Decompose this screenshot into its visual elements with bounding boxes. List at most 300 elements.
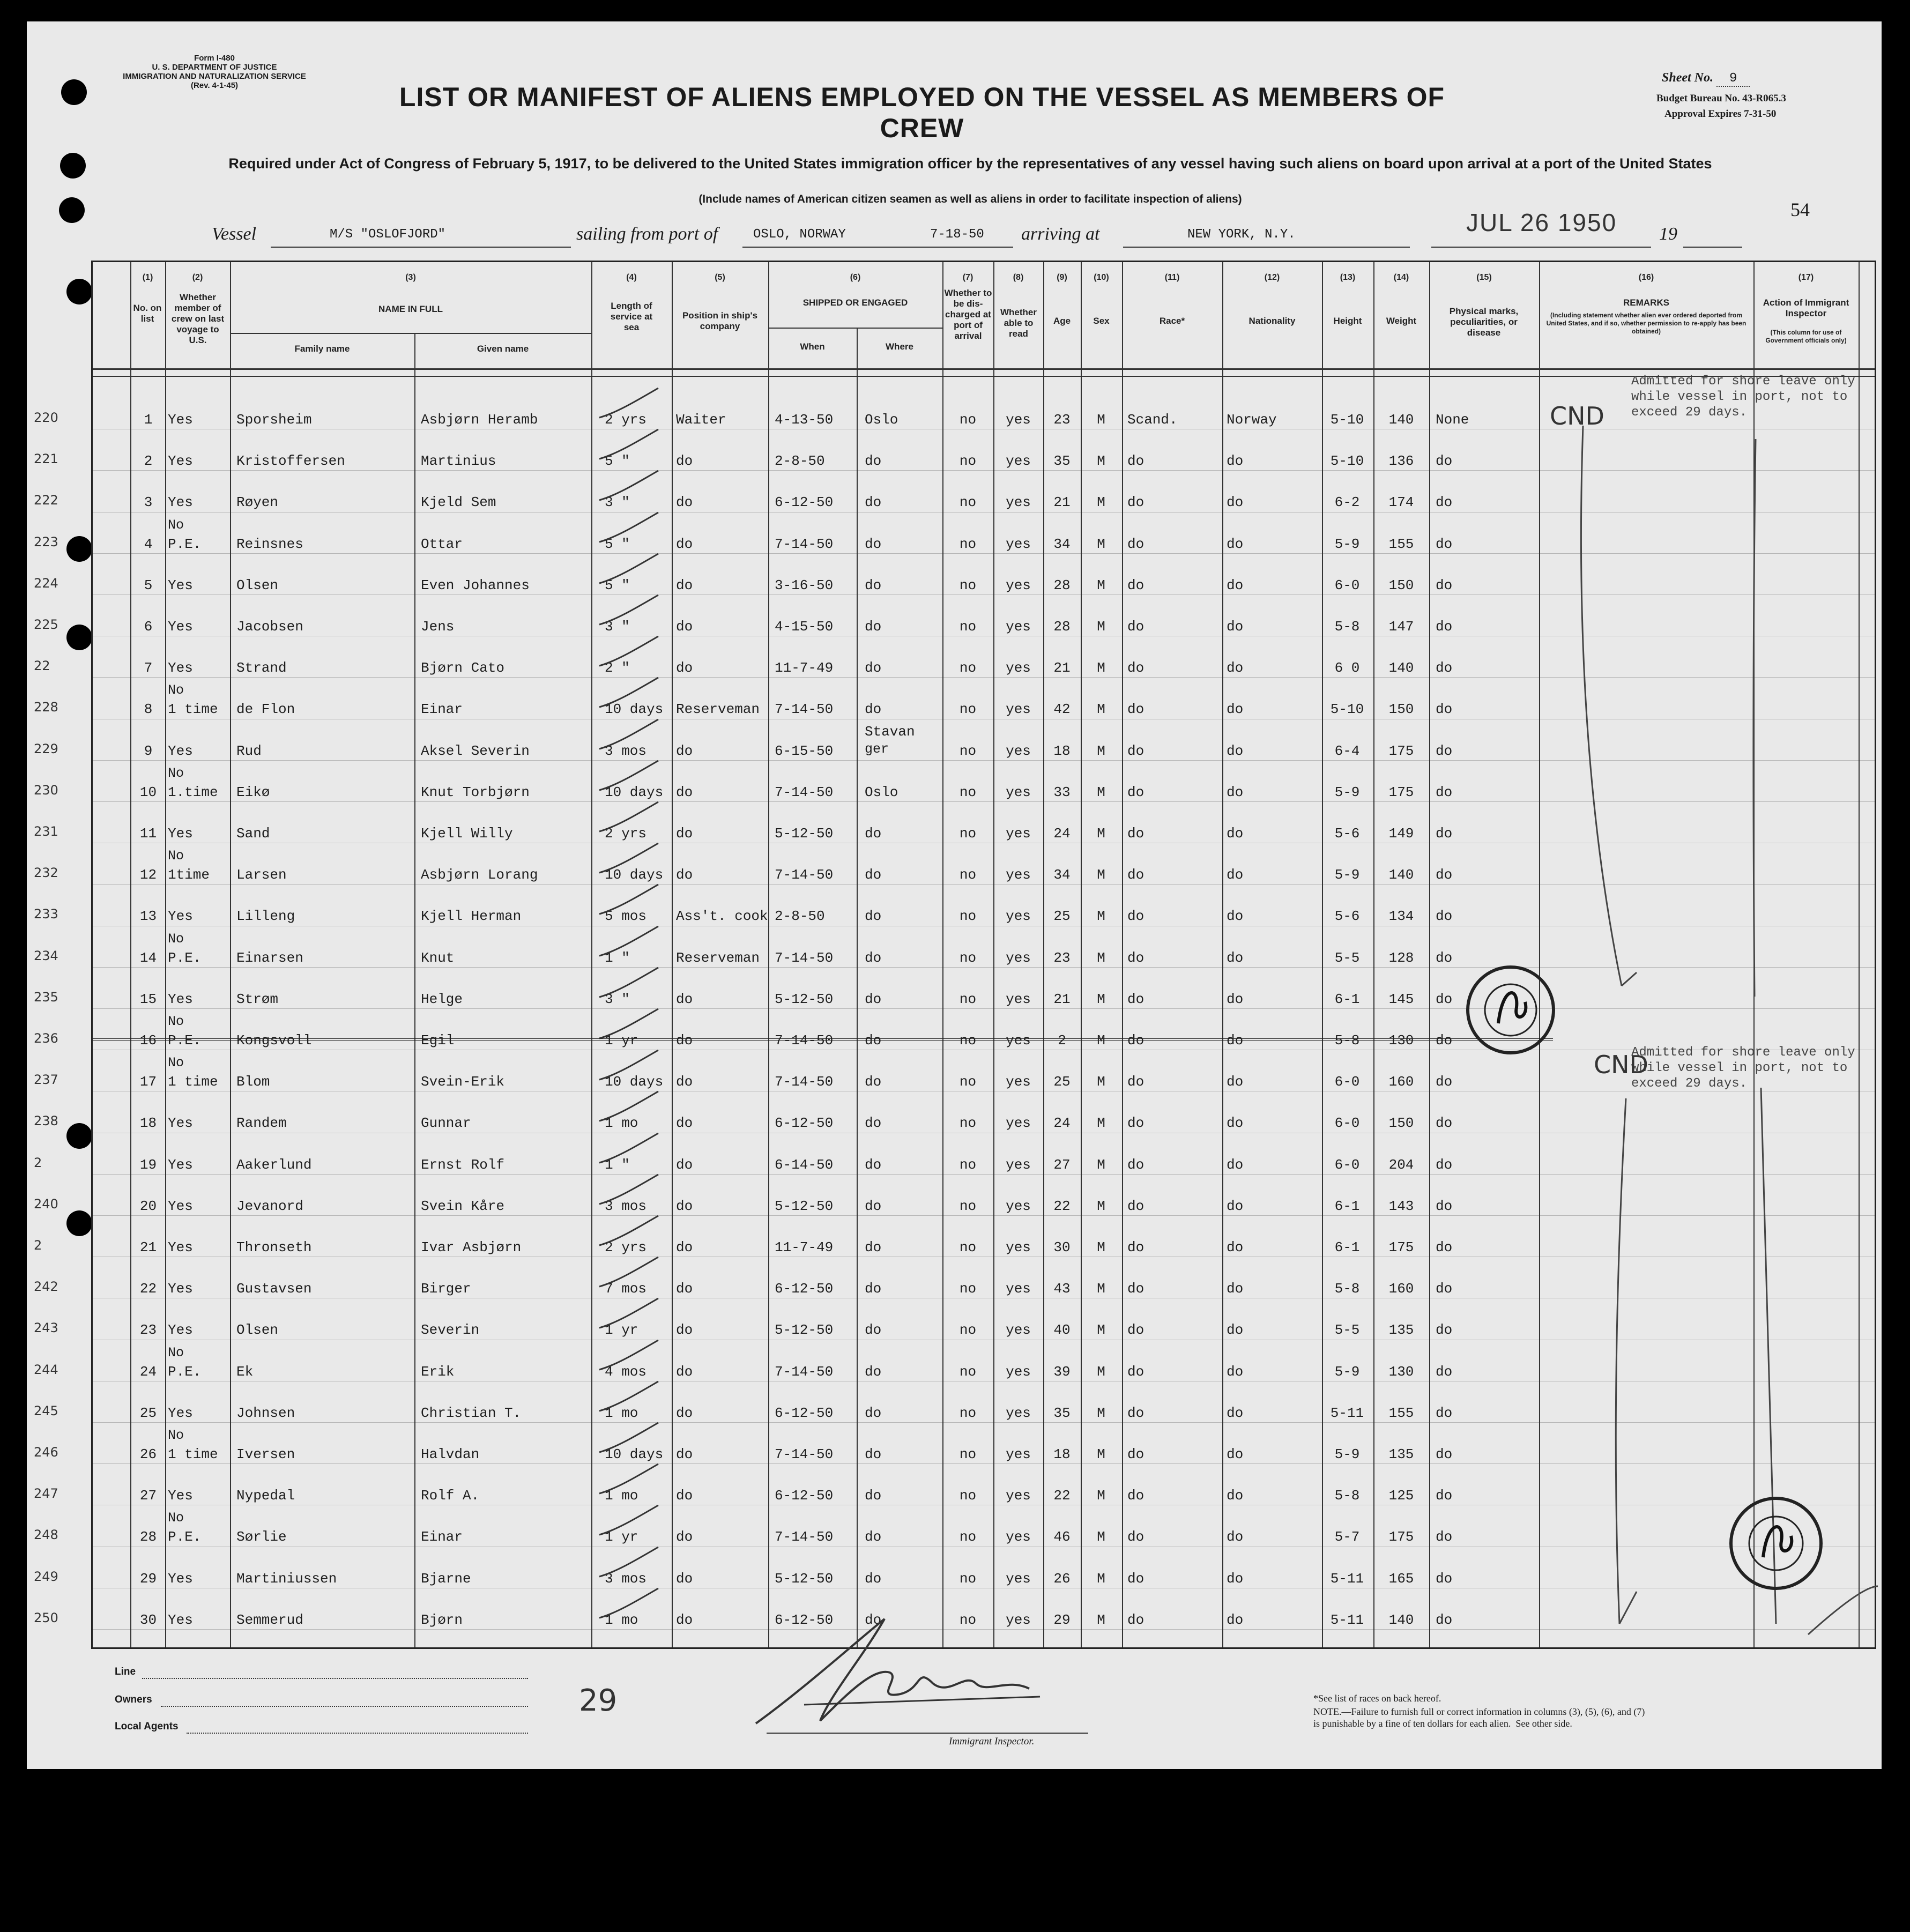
ref-number: 246 <box>34 1445 58 1460</box>
position: do <box>676 826 693 842</box>
shipped-where: do <box>865 660 882 677</box>
able-to-read: yes <box>1006 536 1031 552</box>
physical-marks: do <box>1436 1611 1453 1628</box>
ref-number: 242 <box>34 1279 58 1295</box>
sex: M <box>1097 1611 1105 1628</box>
consular-stamp <box>1728 1495 1824 1592</box>
length-of-service: 1 yr <box>605 1322 638 1339</box>
sex: M <box>1097 1405 1105 1421</box>
length-of-service: 1 mo <box>605 1405 638 1421</box>
physical-marks: do <box>1436 701 1453 718</box>
given-name: Knut <box>421 949 455 966</box>
previous-voyage: P.E. <box>168 949 202 966</box>
given-name: Birger <box>421 1281 471 1297</box>
given-name: Jens <box>421 619 455 635</box>
weight: 175 <box>1388 1529 1414 1545</box>
race: do <box>1127 1281 1144 1297</box>
shipped-where: do <box>865 1405 882 1421</box>
race: do <box>1127 784 1144 800</box>
sex: M <box>1097 1363 1105 1380</box>
shipped-where: do <box>865 453 882 470</box>
shipped-where: do <box>865 1074 882 1090</box>
shipped-when: 6-12-50 <box>775 1405 834 1421</box>
arriving-port: NEW YORK, N.Y. <box>1187 227 1296 242</box>
length-of-service: 5 mos <box>605 908 647 925</box>
age: 18 <box>1053 1446 1071 1462</box>
header-discharged: Whether to be dis-charged at port of arrival <box>944 288 992 341</box>
punch-hole <box>66 625 92 650</box>
family-name: Nypedal <box>236 1488 295 1504</box>
previous-voyage-no: No <box>168 517 184 533</box>
shipped-when: 7-14-50 <box>775 867 834 883</box>
sex: M <box>1097 536 1105 552</box>
row-number: 27 <box>139 1488 157 1504</box>
family-name: Sporsheim <box>236 412 312 428</box>
inspector-label: Immigrant Inspector. <box>949 1736 1035 1747</box>
able-to-read: yes <box>1006 1488 1031 1504</box>
shipped-where-cont: ger <box>865 741 889 757</box>
age: 28 <box>1053 619 1071 635</box>
height: 5-9 <box>1334 1446 1360 1462</box>
shipped-when: 7-14-50 <box>775 1529 834 1545</box>
length-of-service: 10 days <box>605 867 664 883</box>
row-number: 4 <box>144 536 153 552</box>
weight: 135 <box>1388 1322 1414 1339</box>
sex: M <box>1097 1198 1105 1214</box>
able-to-read: yes <box>1006 577 1031 593</box>
ref-number: 237 <box>34 1072 58 1088</box>
previous-voyage: Yes <box>168 1198 193 1214</box>
race: do <box>1127 991 1144 1007</box>
race: do <box>1127 949 1144 966</box>
shipped-where: do <box>865 1363 882 1380</box>
shipped-where: do <box>865 494 882 511</box>
family-name: Jevanord <box>236 1198 303 1214</box>
age: 21 <box>1053 660 1071 677</box>
family-name: Jacobsen <box>236 619 303 635</box>
given-name: Ivar Asbjørn <box>421 1239 522 1255</box>
header-given-name: Given name <box>477 344 529 354</box>
position: do <box>676 1363 693 1380</box>
previous-voyage: Yes <box>168 1405 193 1421</box>
position: do <box>676 867 693 883</box>
position: do <box>676 1570 693 1587</box>
previous-voyage: Yes <box>168 908 193 925</box>
header-where: Where <box>886 341 913 352</box>
header-action-note: (This column for use of Government officials only) <box>1765 329 1847 344</box>
ref-number: 236 <box>34 1031 58 1046</box>
weight: 155 <box>1388 536 1414 552</box>
row-number: 9 <box>144 742 153 759</box>
shipped-when: 7-14-50 <box>775 1032 834 1049</box>
given-name: Bjarne <box>421 1570 471 1587</box>
nationality: do <box>1227 1446 1244 1462</box>
to-be-discharged: no <box>959 1322 977 1339</box>
to-be-discharged: no <box>959 1446 977 1462</box>
to-be-discharged: no <box>959 949 977 966</box>
budget-bureau: Budget Bureau No. 43-R065.3 <box>1656 93 1786 104</box>
sex: M <box>1097 867 1105 883</box>
previous-voyage: Yes <box>168 1239 193 1255</box>
nationality: do <box>1227 1198 1244 1214</box>
nationality: Norway <box>1227 412 1277 428</box>
length-of-service: 1 yr <box>605 1032 638 1049</box>
height: 6-1 <box>1334 1239 1360 1255</box>
previous-voyage: P.E. <box>168 1529 202 1545</box>
row-number: 18 <box>139 1115 157 1132</box>
family-name: Ek <box>236 1363 254 1380</box>
previous-voyage-no: No <box>168 1014 184 1029</box>
position: do <box>676 1239 693 1255</box>
previous-voyage: Yes <box>168 1115 193 1132</box>
ref-number: 231 <box>34 824 58 839</box>
height: 5-9 <box>1334 867 1360 883</box>
weight: 150 <box>1388 1115 1414 1132</box>
race: do <box>1127 908 1144 925</box>
height: 6-0 <box>1334 577 1360 593</box>
able-to-read: yes <box>1006 1529 1031 1545</box>
weight: 145 <box>1388 991 1414 1007</box>
row-number: 11 <box>139 826 157 842</box>
age: 46 <box>1053 1529 1071 1545</box>
given-name: Kjell Herman <box>421 908 522 925</box>
able-to-read: yes <box>1006 784 1031 800</box>
race: do <box>1127 1156 1144 1173</box>
position: Waiter <box>676 412 726 428</box>
shipped-when: 7-14-50 <box>775 949 834 966</box>
row-number: 19 <box>139 1156 157 1173</box>
nationality: do <box>1227 867 1244 883</box>
previous-voyage-no: No <box>168 1344 184 1361</box>
race: do <box>1127 577 1144 593</box>
age: 18 <box>1053 742 1071 759</box>
physical-marks: do <box>1436 536 1453 552</box>
weight: 150 <box>1388 701 1414 718</box>
weight: 140 <box>1388 867 1414 883</box>
physical-marks: do <box>1436 1363 1453 1380</box>
physical-marks: do <box>1436 742 1453 759</box>
able-to-read: yes <box>1006 1239 1031 1255</box>
nationality: do <box>1227 1156 1244 1173</box>
nationality: do <box>1227 784 1244 800</box>
race: do <box>1127 619 1144 635</box>
shipped-when: 6-12-50 <box>775 1611 834 1628</box>
weight: 135 <box>1388 1446 1414 1462</box>
position: do <box>676 1611 693 1628</box>
physical-marks: do <box>1436 1570 1453 1587</box>
height: 5-8 <box>1334 1488 1360 1504</box>
given-name: Svein Kåre <box>421 1198 505 1214</box>
nationality: do <box>1227 826 1244 842</box>
length-of-service: 1 " <box>605 949 630 966</box>
family-name: Johnsen <box>236 1405 295 1421</box>
nationality: do <box>1227 908 1244 925</box>
nationality: do <box>1227 494 1244 511</box>
weight: 147 <box>1388 619 1414 635</box>
shipped-when: 5-12-50 <box>775 1198 834 1214</box>
age: 39 <box>1053 1363 1071 1380</box>
given-name: Helge <box>421 991 463 1007</box>
previous-voyage: Yes <box>168 826 193 842</box>
previous-voyage-no: No <box>168 931 184 947</box>
length-of-service: 10 days <box>605 701 664 718</box>
height: 5-6 <box>1334 908 1360 925</box>
physical-marks: do <box>1436 867 1453 883</box>
shipped-where: do <box>865 619 882 635</box>
ref-number: 247 <box>34 1486 58 1502</box>
able-to-read: yes <box>1006 1156 1031 1173</box>
length-of-service: 2 yrs <box>605 1239 647 1255</box>
height: 6-0 <box>1334 1074 1360 1090</box>
weight: 175 <box>1388 1239 1414 1255</box>
height: 5-8 <box>1334 1032 1360 1049</box>
able-to-read: yes <box>1006 949 1031 966</box>
sailing-label: sailing from port of <box>576 224 718 244</box>
given-name: Gunnar <box>421 1115 471 1132</box>
col-num: (17) <box>1798 273 1814 282</box>
length-of-service: 3 mos <box>605 1570 647 1587</box>
able-to-read: yes <box>1006 1074 1031 1090</box>
sex: M <box>1097 1239 1105 1255</box>
shipped-where: do <box>865 1570 882 1587</box>
race: do <box>1127 1570 1144 1587</box>
weight: 175 <box>1388 742 1414 759</box>
shipped-where: Oslo <box>865 412 898 428</box>
family-name: Iversen <box>236 1446 295 1462</box>
col-num: (11) <box>1164 273 1180 282</box>
height: 6-2 <box>1334 494 1360 511</box>
height: 6-0 <box>1334 1115 1360 1132</box>
row-number: 14 <box>139 949 157 966</box>
nationality: do <box>1227 453 1244 470</box>
race: do <box>1127 701 1144 718</box>
position: do <box>676 453 693 470</box>
age: 34 <box>1053 536 1071 552</box>
able-to-read: yes <box>1006 1198 1031 1214</box>
height: 5-5 <box>1334 1322 1360 1339</box>
punch-hole <box>66 1123 92 1149</box>
able-to-read: yes <box>1006 1446 1031 1462</box>
shipped-where: do <box>865 1529 882 1545</box>
sailing-date: 7-18-50 <box>930 227 984 242</box>
ref-number: 22 <box>34 658 50 674</box>
row-number: 5 <box>144 577 153 593</box>
weight: 130 <box>1388 1032 1414 1049</box>
length-of-service: 3 mos <box>605 1198 647 1214</box>
weight: 140 <box>1388 1611 1414 1628</box>
height: 5-8 <box>1334 1281 1360 1297</box>
col-num: (14) <box>1393 273 1409 282</box>
to-be-discharged: no <box>959 826 977 842</box>
shipped-where: do <box>865 1032 882 1049</box>
height: 6-4 <box>1334 742 1360 759</box>
shipped-when: 5-12-50 <box>775 1570 834 1587</box>
ref-number: 2 <box>34 1155 42 1170</box>
family-name: Blom <box>236 1074 270 1090</box>
race: do <box>1127 1198 1144 1214</box>
position: do <box>676 1322 693 1339</box>
able-to-read: yes <box>1006 1363 1031 1380</box>
to-be-discharged: no <box>959 619 977 635</box>
shipped-where: do <box>865 1322 882 1339</box>
to-be-discharged: no <box>959 577 977 593</box>
able-to-read: yes <box>1006 1032 1031 1049</box>
row-number: 2 <box>144 453 153 470</box>
previous-voyage: P.E. <box>168 1032 202 1049</box>
family-name: Einarsen <box>236 949 303 966</box>
row-number: 21 <box>139 1239 157 1255</box>
race: do <box>1127 1405 1144 1421</box>
weight: 160 <box>1388 1281 1414 1297</box>
previous-voyage-no: No <box>168 1428 184 1443</box>
shipped-where: do <box>865 867 882 883</box>
age: 42 <box>1053 701 1071 718</box>
race: do <box>1127 1074 1144 1090</box>
row-number: 15 <box>139 991 157 1007</box>
nationality: do <box>1227 1570 1244 1587</box>
family-name: Eikø <box>236 784 270 800</box>
weight: 130 <box>1388 1363 1414 1380</box>
shipped-when: 5-12-50 <box>775 826 834 842</box>
sex: M <box>1097 660 1105 677</box>
physical-marks: do <box>1436 1488 1453 1504</box>
handwritten-count: 29 <box>579 1683 618 1718</box>
nationality: do <box>1227 1074 1244 1090</box>
ref-number: 240 <box>34 1196 58 1212</box>
given-name: Asbjørn Lorang <box>421 867 538 883</box>
to-be-discharged: no <box>959 494 977 511</box>
arriving-label: arriving at <box>1021 224 1100 244</box>
family-name: Aakerlund <box>236 1156 312 1173</box>
shipped-when: 6-12-50 <box>775 1115 834 1132</box>
race-note: *See list of races on back hereof. <box>1313 1693 1441 1704</box>
row-number: 17 <box>139 1074 157 1090</box>
col-num: (5) <box>715 273 725 282</box>
able-to-read: yes <box>1006 908 1031 925</box>
row-number: 16 <box>139 1032 157 1049</box>
previous-voyage: 1.time <box>168 784 218 800</box>
position: do <box>676 784 693 800</box>
physical-marks: do <box>1436 1446 1453 1462</box>
length-of-service: 2 yrs <box>605 826 647 842</box>
given-name: Christian T. <box>421 1405 522 1421</box>
position: Ass't. cook <box>676 908 768 925</box>
weight: 149 <box>1388 826 1414 842</box>
shipped-when: 5-12-50 <box>775 991 834 1007</box>
header-position: Position in ship's company <box>682 310 758 331</box>
length-of-service: 5 " <box>605 453 630 470</box>
row-number: 30 <box>139 1611 157 1628</box>
shipped-where: do <box>865 908 882 925</box>
height: 5-9 <box>1334 536 1360 552</box>
physical-marks: do <box>1436 1239 1453 1255</box>
sex: M <box>1097 742 1105 759</box>
physical-marks: do <box>1436 577 1453 593</box>
header-shipped: SHIPPED OR ENGAGED <box>802 298 908 308</box>
vessel-name: M/S "OSLOFJORD" <box>330 227 446 242</box>
row-number: 1 <box>144 412 153 428</box>
age: 40 <box>1053 1322 1071 1339</box>
race: do <box>1127 826 1144 842</box>
ref-number: 225 <box>34 617 58 632</box>
position: do <box>676 1446 693 1462</box>
physical-marks: None <box>1436 412 1469 428</box>
inspector-signature <box>740 1608 1061 1732</box>
ref-number: 233 <box>34 906 58 922</box>
height: 5-9 <box>1334 1363 1360 1380</box>
to-be-discharged: no <box>959 1611 977 1628</box>
able-to-read: yes <box>1006 660 1031 677</box>
header-nationality: Nationality <box>1248 316 1296 326</box>
row-number: 3 <box>144 494 153 511</box>
weight: 204 <box>1388 1156 1414 1173</box>
form-subtitle: Required under Act of Congress of February 5, 1917, to be delivered to the United States immigration officer by the representatives of any vessel having such aliens on board upon arrival at a port of the United States <box>228 155 1712 172</box>
position: do <box>676 1115 693 1132</box>
height: 5-11 <box>1330 1570 1364 1587</box>
shipped-when: 5-12-50 <box>775 1322 834 1339</box>
sex: M <box>1097 1156 1105 1173</box>
shipped-when: 6-12-50 <box>775 1281 834 1297</box>
header-no-on-list: No. on list <box>133 303 162 324</box>
height: 5-11 <box>1330 1611 1364 1628</box>
family-name: Rud <box>236 742 262 759</box>
shipped-when: 6-14-50 <box>775 1156 834 1173</box>
length-of-service: 3 " <box>605 494 630 511</box>
age: 24 <box>1053 826 1071 842</box>
to-be-discharged: no <box>959 991 977 1007</box>
race: do <box>1127 742 1144 759</box>
shipped-where: do <box>865 1281 882 1297</box>
ref-number: 250 <box>34 1610 58 1625</box>
able-to-read: yes <box>1006 1115 1031 1132</box>
shipped-when: 7-14-50 <box>775 784 834 800</box>
sex: M <box>1097 991 1105 1007</box>
age: 22 <box>1053 1488 1071 1504</box>
shipped-where: Stavan <box>865 723 915 740</box>
shipped-where: do <box>865 949 882 966</box>
row-number: 20 <box>139 1198 157 1214</box>
previous-voyage: 1time <box>168 867 210 883</box>
length-of-service: 1 " <box>605 1156 630 1173</box>
length-of-service: 1 mo <box>605 1115 638 1132</box>
shipped-when: 6-12-50 <box>775 494 834 511</box>
given-name: Erik <box>421 1363 455 1380</box>
able-to-read: yes <box>1006 1281 1031 1297</box>
punch-hole <box>66 1210 92 1236</box>
height: 6 0 <box>1334 660 1360 677</box>
header-action: Action of Immigrant Inspector <box>1763 298 1849 318</box>
position: do <box>676 1529 693 1545</box>
physical-marks: do <box>1436 1032 1453 1049</box>
to-be-discharged: no <box>959 453 977 470</box>
previous-voyage-no: No <box>168 682 184 699</box>
sex: M <box>1097 453 1105 470</box>
family-name: Olsen <box>236 1322 279 1339</box>
row-number: 13 <box>139 908 157 925</box>
previous-voyage: Yes <box>168 742 193 759</box>
ref-number: 235 <box>34 989 58 1005</box>
race: do <box>1127 1363 1144 1380</box>
header-family-name: Family name <box>294 344 350 354</box>
shipped-where: do <box>865 1239 882 1255</box>
to-be-discharged: no <box>959 1281 977 1297</box>
header-name-in-full: NAME IN FULL <box>378 304 443 314</box>
physical-marks: do <box>1436 453 1453 470</box>
local-agents-label: Local Agents <box>115 1721 179 1732</box>
header-race: Race* <box>1159 316 1185 326</box>
length-of-service: 3 " <box>605 619 630 635</box>
col-num: (6) <box>850 273 861 282</box>
